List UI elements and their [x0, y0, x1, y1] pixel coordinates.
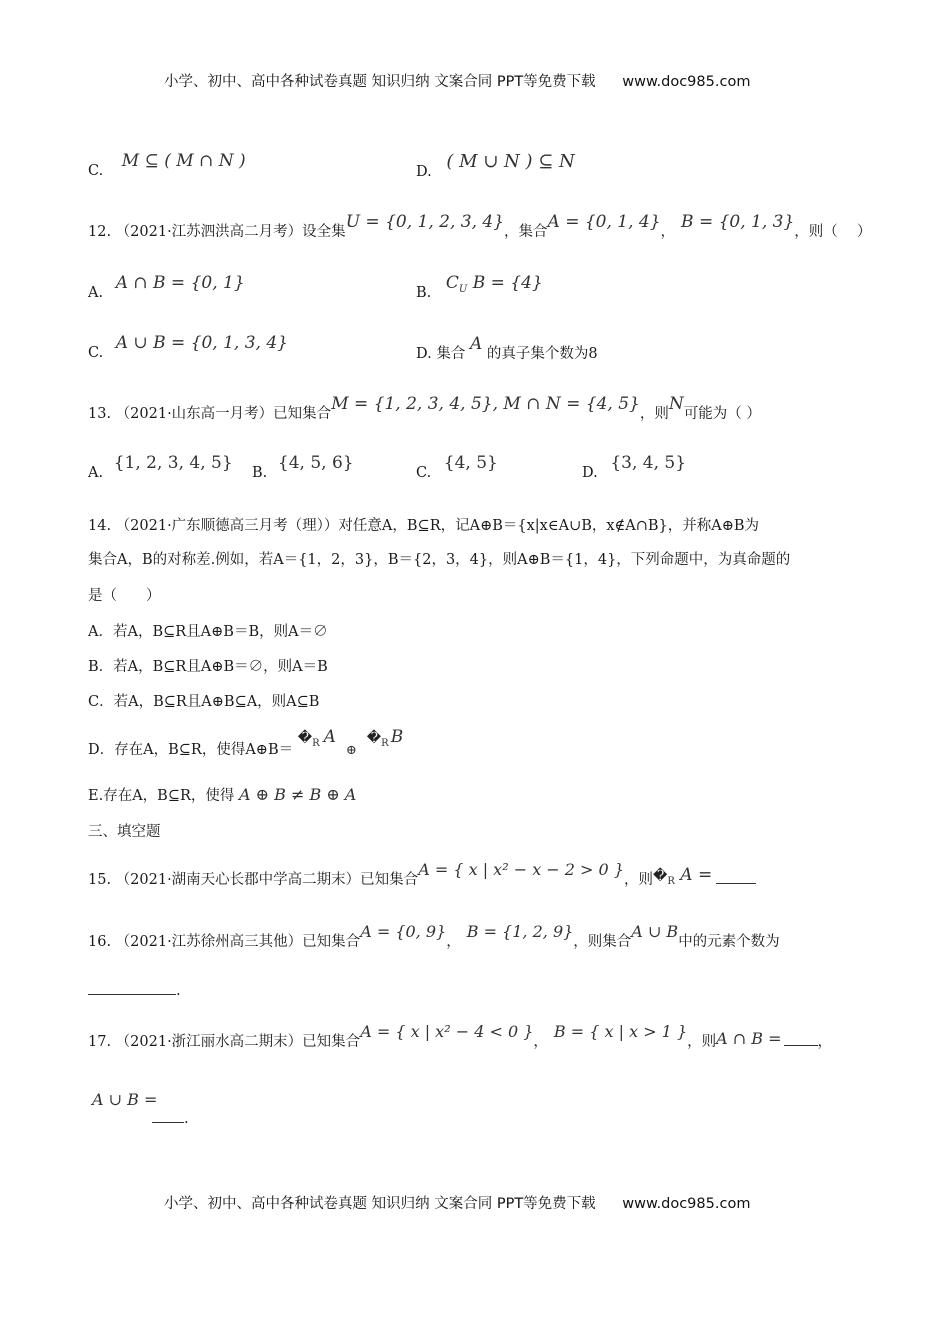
- q15-stem-text: 15. （2021·湖南天心长郡中学高二期末）已知集合: [88, 872, 419, 888]
- page-footer: [164, 1192, 750, 1213]
- q16-set-a: A = {0, 9}: [360, 922, 447, 941]
- q13-option-b: [252, 453, 354, 482]
- q15: [88, 860, 756, 889]
- q14-option-d: [88, 727, 404, 759]
- q12-stem-text: ，: [660, 224, 676, 240]
- q16-period: .: [176, 983, 181, 999]
- q16-stem-text: 16. （2021·江苏徐州高三其他）已知集合: [88, 934, 361, 950]
- q12-option-a: [88, 273, 245, 302]
- q12-option-b-rest: B = {4}: [472, 273, 543, 293]
- q14-option-e-math: A ⊕ B ≠ B ⊕ A: [239, 785, 357, 804]
- q13-option-d: [582, 453, 687, 482]
- q16-set-b: B = {1, 2, 9}: [466, 922, 574, 941]
- q17-period: .: [184, 1111, 189, 1127]
- q12-option-d-text: 的真子集个数为8: [486, 346, 598, 362]
- q14-option-d-text: D．存在A，B⊆R，使得A⊕B＝: [88, 742, 294, 758]
- q17-set-a: A = { x | x² − 4 < 0 }: [360, 1022, 534, 1041]
- q12-option-d-math: A: [469, 334, 483, 354]
- option-label: B.: [252, 465, 268, 481]
- option-label: D.: [416, 164, 432, 180]
- q16-answer-line: [88, 980, 181, 999]
- q17-union-blank[interactable]: [152, 1108, 184, 1123]
- q13-stem-text: ，则: [639, 406, 669, 422]
- q17-intersection: A ∩ B =: [716, 1029, 782, 1048]
- q12-stem-text: ，则（ ）: [794, 224, 872, 240]
- q12-universal-set: U = {0, 1, 2, 3, 4}: [345, 212, 505, 232]
- q17-union-line: [92, 1090, 157, 1109]
- q13-stem-text: 13. （2021·山东高一月考）已知集合: [88, 406, 332, 422]
- q13-stem-text: 可能为（ ）: [683, 406, 761, 422]
- q15-tail: A =: [680, 865, 713, 885]
- footer-text: 小学、初中、高中各种试卷真题 知识归纳 文案合同 PPT等免费下载: [164, 1196, 596, 1212]
- q11-option-d-math: ( M ∪ N ) ⊆ N: [446, 151, 575, 172]
- page-header: [164, 70, 750, 91]
- q13-sets: M = {1, 2, 3, 4, 5}, M ∩ N = {4, 5}: [331, 394, 640, 414]
- q13-option-c-math: {4, 5}: [443, 453, 498, 473]
- option-label: C.: [88, 163, 104, 179]
- set-a: A: [323, 727, 336, 747]
- option-label: C.: [88, 345, 104, 361]
- q12-stem-text: 12. （2021·江苏泗洪高二月考）设全集: [88, 224, 346, 240]
- q14-option-e: [88, 784, 356, 805]
- q13-stem: [88, 394, 761, 423]
- complement-subscript: R: [312, 738, 320, 749]
- q12-set-a: A = {0, 1, 4}: [547, 212, 661, 232]
- q17-stem-text: ，: [817, 1034, 833, 1050]
- option-label: A.: [88, 285, 104, 301]
- footer-site: www.doc985.com: [622, 1196, 751, 1212]
- q17-stem-text: ，: [533, 1034, 548, 1050]
- q17-union: A ∪ B =: [92, 1090, 158, 1109]
- q12-option-a-math: A ∩ B = {0, 1}: [115, 273, 245, 293]
- q17-stem-text: 17. （2021·浙江丽水高二期末）已知集合: [88, 1034, 361, 1050]
- q14-stem-line2: 集合A，B的对称差.例如，若A＝{1，2，3}，B＝{2，3，4}，则A⊕B＝{1，4}，下列命题中，为真命题的: [88, 552, 791, 568]
- q14-option-e-text: E.存在A，B⊆R，使得: [88, 788, 235, 804]
- q15-complement: [653, 865, 712, 885]
- q16-union: A ∪ B: [631, 922, 679, 941]
- complement-subscript: R: [381, 738, 389, 749]
- q12-stem: [88, 212, 872, 241]
- q15-answer-blank[interactable]: [716, 869, 756, 884]
- q17-set-b: B = { x | x > 1 }: [553, 1022, 688, 1041]
- q13-option-c: [416, 453, 498, 482]
- q12-option-b-math: [446, 273, 543, 293]
- q16-answer-blank[interactable]: [88, 980, 176, 995]
- q12-option-d: [416, 334, 598, 363]
- q16-stem-text: 中的元素个数为: [678, 934, 780, 950]
- section-title: 三、填空题: [88, 824, 161, 840]
- q13-option-a-math: {1, 2, 3, 4, 5}: [113, 453, 233, 473]
- missing-glyph: �: [366, 730, 382, 746]
- option-label: D.: [582, 465, 598, 481]
- q12-stem-text: ，集合: [504, 224, 548, 240]
- complement-subscript: U: [458, 284, 468, 295]
- q11-option-c: [88, 151, 246, 180]
- complement-c: C: [445, 273, 459, 293]
- option-label: C.: [416, 465, 432, 481]
- complement-subscript: R: [667, 876, 675, 887]
- q15-stem-text: ，则: [624, 872, 653, 888]
- q14-option-a: A．若A，B⊆R且A⊕B＝B，则A＝∅: [88, 624, 328, 640]
- q12-option-b: [416, 273, 543, 302]
- q17: [88, 1022, 833, 1051]
- option-label: D. 集合: [416, 346, 466, 362]
- q17-stem-text: ，则: [687, 1034, 717, 1050]
- q14-option-d-math: [297, 727, 404, 758]
- q16: [88, 922, 780, 951]
- q14-stem-line3: 是（ ）: [88, 588, 161, 604]
- q11-option-c-math: M ⊆ ( M ∩ N ): [121, 151, 246, 171]
- q13-option-d-math: {3, 4, 5}: [610, 453, 687, 473]
- q12-option-c-math: A ∪ B = {0, 1, 3, 4}: [115, 333, 288, 353]
- q14-option-b: B．若A，B⊆R且A⊕B＝∅，则A＝B: [88, 659, 328, 675]
- q12-option-c: [88, 333, 288, 362]
- q13-set-n: N: [668, 394, 684, 414]
- q17-union-answer: [152, 1108, 189, 1127]
- header-site: www.doc985.com: [622, 74, 751, 90]
- xor-operator: ⊕: [345, 743, 357, 758]
- q16-stem-text: ，: [446, 934, 461, 950]
- q17-intersection-blank[interactable]: [784, 1031, 818, 1046]
- set-b: B: [390, 727, 404, 747]
- q13-option-b-math: {4, 5, 6}: [277, 453, 354, 473]
- q11-option-d: [416, 151, 575, 181]
- option-label: A.: [88, 465, 104, 481]
- missing-glyph: �: [653, 868, 668, 884]
- q13-option-a: [88, 453, 233, 482]
- option-label: B.: [416, 285, 432, 301]
- q14-option-c: C．若A，B⊆R且A⊕B⊆A，则A⊆B: [88, 694, 320, 710]
- q15-set-a: A = { x | x² − x − 2 > 0 }: [418, 860, 624, 879]
- q14-stem-line1: 14. （2021·广东顺德高三月考（理））对任意A，B⊆R，记A⊕B＝{x|x∈A∪B，x∉A∩B}，并称A⊕B为: [88, 518, 760, 534]
- q16-stem-text: ，则集合: [573, 934, 632, 950]
- missing-glyph: �: [297, 730, 313, 746]
- header-text: 小学、初中、高中各种试卷真题 知识归纳 文案合同 PPT等免费下载: [164, 74, 596, 90]
- q12-set-b: B = {0, 1, 3}: [681, 212, 795, 232]
